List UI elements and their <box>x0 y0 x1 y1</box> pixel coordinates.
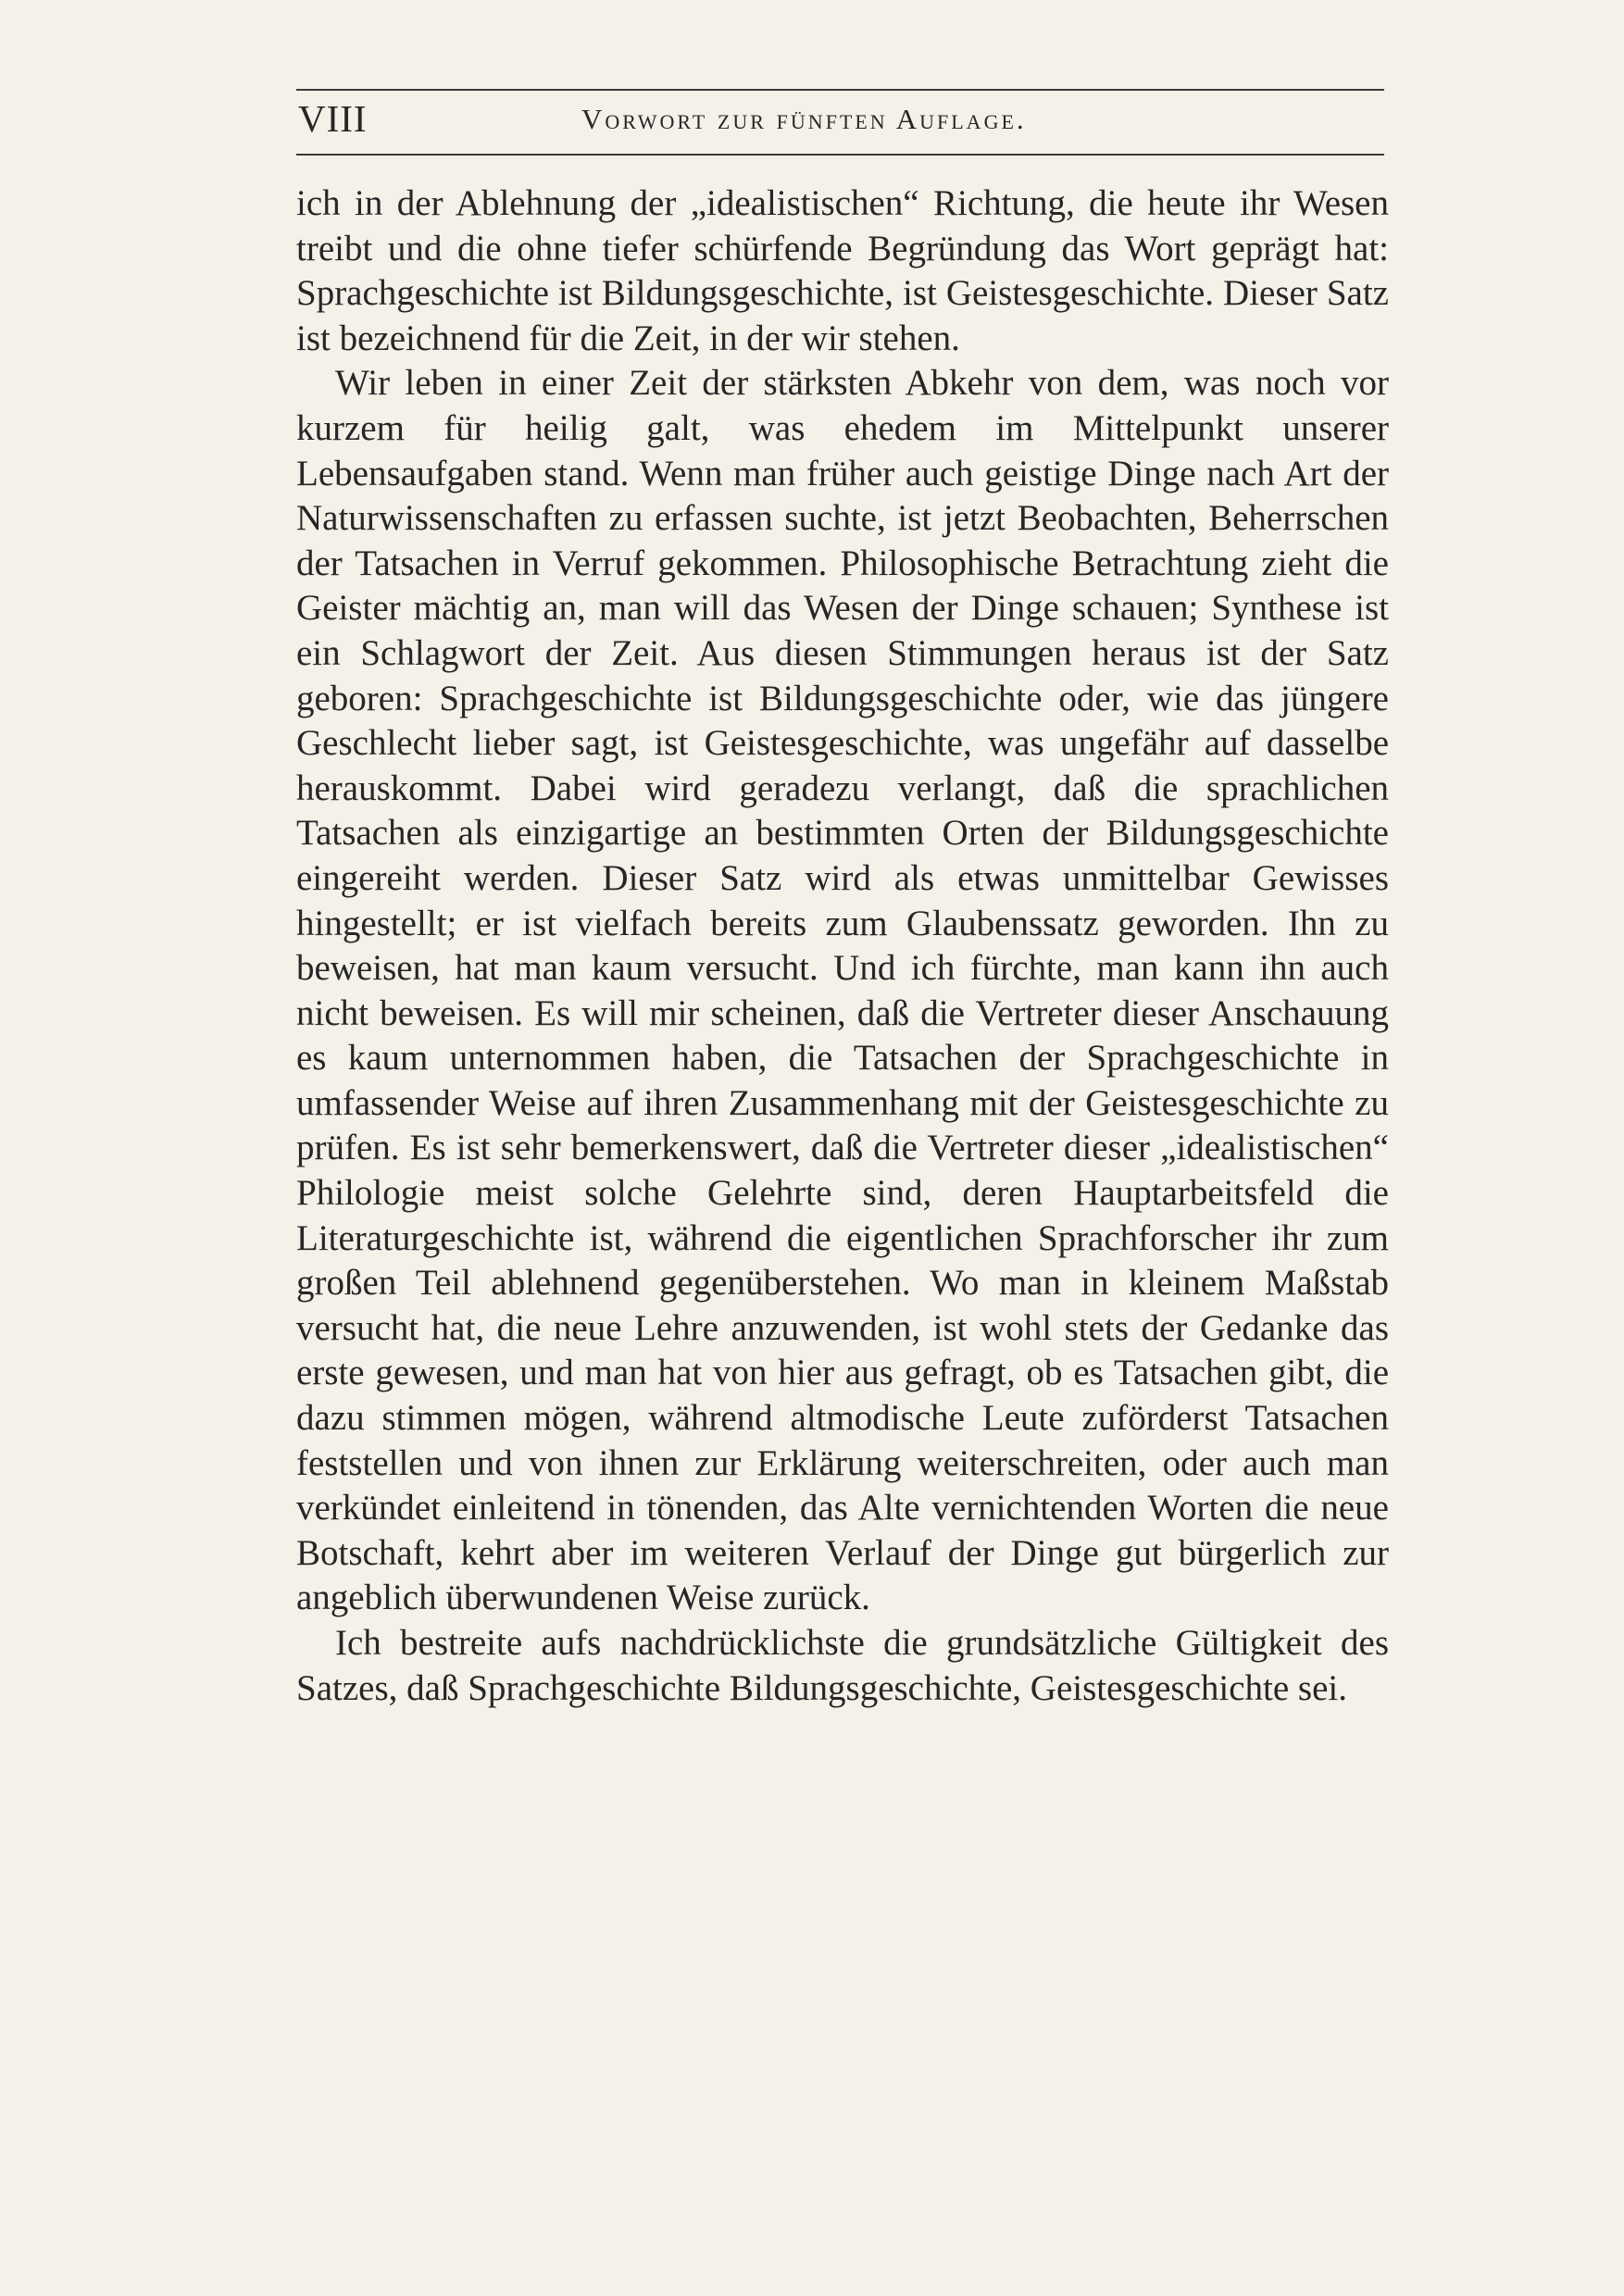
body-text <box>296 181 1389 1711</box>
paragraph-continued: ich in der Ablehnung der „idealistischen“ Richtung, die heute ihr Wesen treibt und die ohne tiefer schürfende Begründung das Wort geprägt hat: Sprachgeschichte ist Bildungsgeschichte, ist Geistesgeschichte. Dieser Satz ist bezeichnend für die Zeit, in der wir stehen. <box>296 183 1389 358</box>
page-number: VIII <box>298 97 368 140</box>
running-head: Vorwort zur fünften Auflage. <box>581 103 1027 135</box>
header-top-rule <box>296 89 1384 91</box>
paragraph: Wir leben in einer Zeit der stärksten Abkehr von dem, was noch vor kurzem für heilig galt, was ehedem im Mittelpunkt unserer Lebensaufgaben stand. Wenn man früher auch geistige Dinge nach Art der Naturwissenschaften zu erfassen suchte, ist jetzt Beobachten, Beherrschen der Tatsachen in Verruf gekommen. Philosophische Betrachtung zieht die Geister mächtig an, man will das Wesen der Dinge schauen; Synthese ist ein Schlagwort der Zeit. Aus diesen Stimmungen heraus ist der Satz geboren: Sprachgeschichte ist Bildungsgeschichte oder, wie das jüngere Geschlecht lieber sagt, ist Geistesgeschichte, was ungefähr auf dasselbe herauskommt. Dabei wird geradezu verlangt, daß die sprachlichen Tatsachen als einzigartige an bestimmten Orten der Bildungsgeschichte eingereiht werden. Dieser Satz wird als etwas unmittelbar Gewisses hingestellt; er ist vielfach bereits zum Glaubenssatz geworden. Ihn zu beweisen, hat man kaum versucht. Und ich fürchte, man kann ihn auch nicht beweisen. Es will mir scheinen, daß die Vertreter dieser Anschauung es kaum unternommen haben, die Tatsachen der Sprachgeschichte in umfassender Weise auf ihren Zusammenhang mit der Geistesgeschichte zu prüfen. Es ist sehr bemerkenswert, daß die Vertreter dieser „idealistischen“ Philologie meist solche Gelehrte sind, deren Hauptarbeitsfeld die Literaturgeschichte ist, während die eigentlichen Sprachforscher ihr zum großen Teil ablehnend gegenüberstehen. Wo man in kleinem Maßstab versucht hat, die neue Lehre anzuwenden, ist wohl stets der Gedanke das erste gewesen, und man hat von hier aus gefragt, ob es Tatsachen gibt, die dazu stimmen mögen, während altmodische Leute zuförderst Tatsachen feststellen und von ihnen zur Erklärung weiterschreiten, oder auch man verkündet einleitend in tönenden, das Alte vernichtenden Worten die neue Botschaft, kehrt aber im weiteren Verlauf der Dinge gut bürgerlich zur angeblich überwundenen Weise zurück. <box>296 363 1389 1618</box>
paragraph: Ich bestreite aufs nachdrücklichste die grundsätzliche Gültigkeit des Satzes, daß Sprachgeschichte Bildungsgeschichte, Geistesgeschichte sei. <box>296 1623 1389 1708</box>
header-bottom-rule <box>296 154 1384 156</box>
